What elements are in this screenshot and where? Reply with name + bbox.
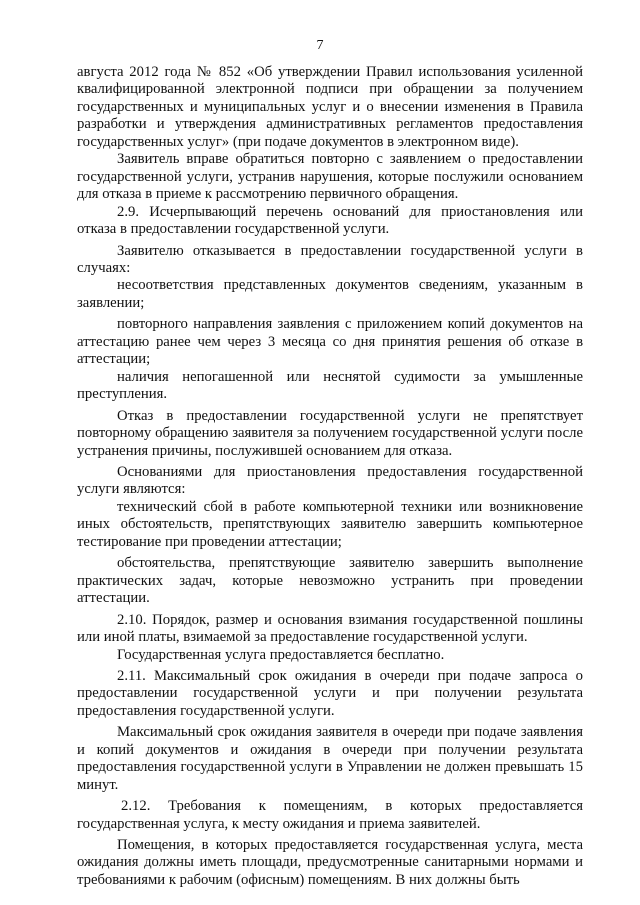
paragraph: Заявитель вправе обратиться повторно с заявлением о предоставлении государственной услуги, устранив нарушения, которые послужили основанием для отказа в приеме к рассмотрению первичного обращения. — [77, 151, 583, 203]
paragraph: Основаниями для приостановления предоставления государственной услуги являются: — [77, 463, 583, 498]
page-number: 7 — [316, 38, 324, 53]
paragraph: наличия непогашенной или неснятой судимости за умышленные преступления. — [77, 368, 583, 403]
paragraph: 2.9. Исчерпывающий перечень оснований для приостановления или отказа в предоставлении государственной услуги. — [77, 203, 583, 238]
paragraph: несоответствия представленных документов сведениям, указанным в заявлении; — [77, 277, 583, 311]
paragraph: 2.12. Требования к помещениям, в которых предоставляется государственная услуга, к месту ожидания и приема заявителей. — [77, 798, 583, 832]
paragraph: августа 2012 года № 852 «Об утверждении Правил использования усиленной квалифицированной электронной подписи при обращении за получением государственных и муниципальных услуг и о внесении изменения в Правила разработки и утверждения административных регламентов предоставления государственных услуг» (при подаче документов в электронном виде). — [77, 64, 583, 150]
paragraph: 2.10. Порядок, размер и основания взимания государственной пошлины или иной платы, взимаемой за предоставление государственной услуги. — [77, 611, 583, 646]
paragraph: Максимальный срок ожидания заявителя в очереди при подаче заявления и копий документов и ожидания в очереди при получении результата предоставления государственной услуги в Управлении не должен превышать 15 минут. — [77, 724, 583, 793]
paragraph: Заявителю отказывается в предоставлении государственной услуги в случаях: — [77, 242, 583, 276]
paragraph: Отказ в предоставлении государственной услуги не препятствует повторному обращению заявителя за получением государственной услуги после устранения причины, послужившей основанием для отказа. — [77, 407, 583, 459]
paragraph: 2.11. Максимальный срок ожидания в очереди при подаче запроса о предоставлении государственной услуги и при получении результата предоставления государственной услуги. — [77, 667, 583, 719]
paragraph: Помещения, в которых предоставляется государственная услуга, места ожидания должны иметь площади, предусмотренные санитарными нормами и требованиями к рабочим (офисным) помещениям. В них должны быть — [77, 837, 583, 888]
paragraph: повторного направления заявления с приложением копий документов на аттестацию ранее чем через 3 месяца со дня принятия решения об отказе в аттестации; — [77, 316, 583, 368]
paragraph: обстоятельства, препятствующие заявителю завершить выполнение практических задач, которые невозможно устранить при проведении аттестации. — [77, 555, 583, 607]
paragraph: технический сбой в работе компьютерной техники или возникновение иных обстоятельств, препятствующих заявителю завершить компьютерное тестирование при проведении аттестации; — [77, 498, 583, 550]
paragraph: Государственная услуга предоставляется бесплатно. — [117, 646, 445, 663]
document-body — [77, 64, 583, 889]
